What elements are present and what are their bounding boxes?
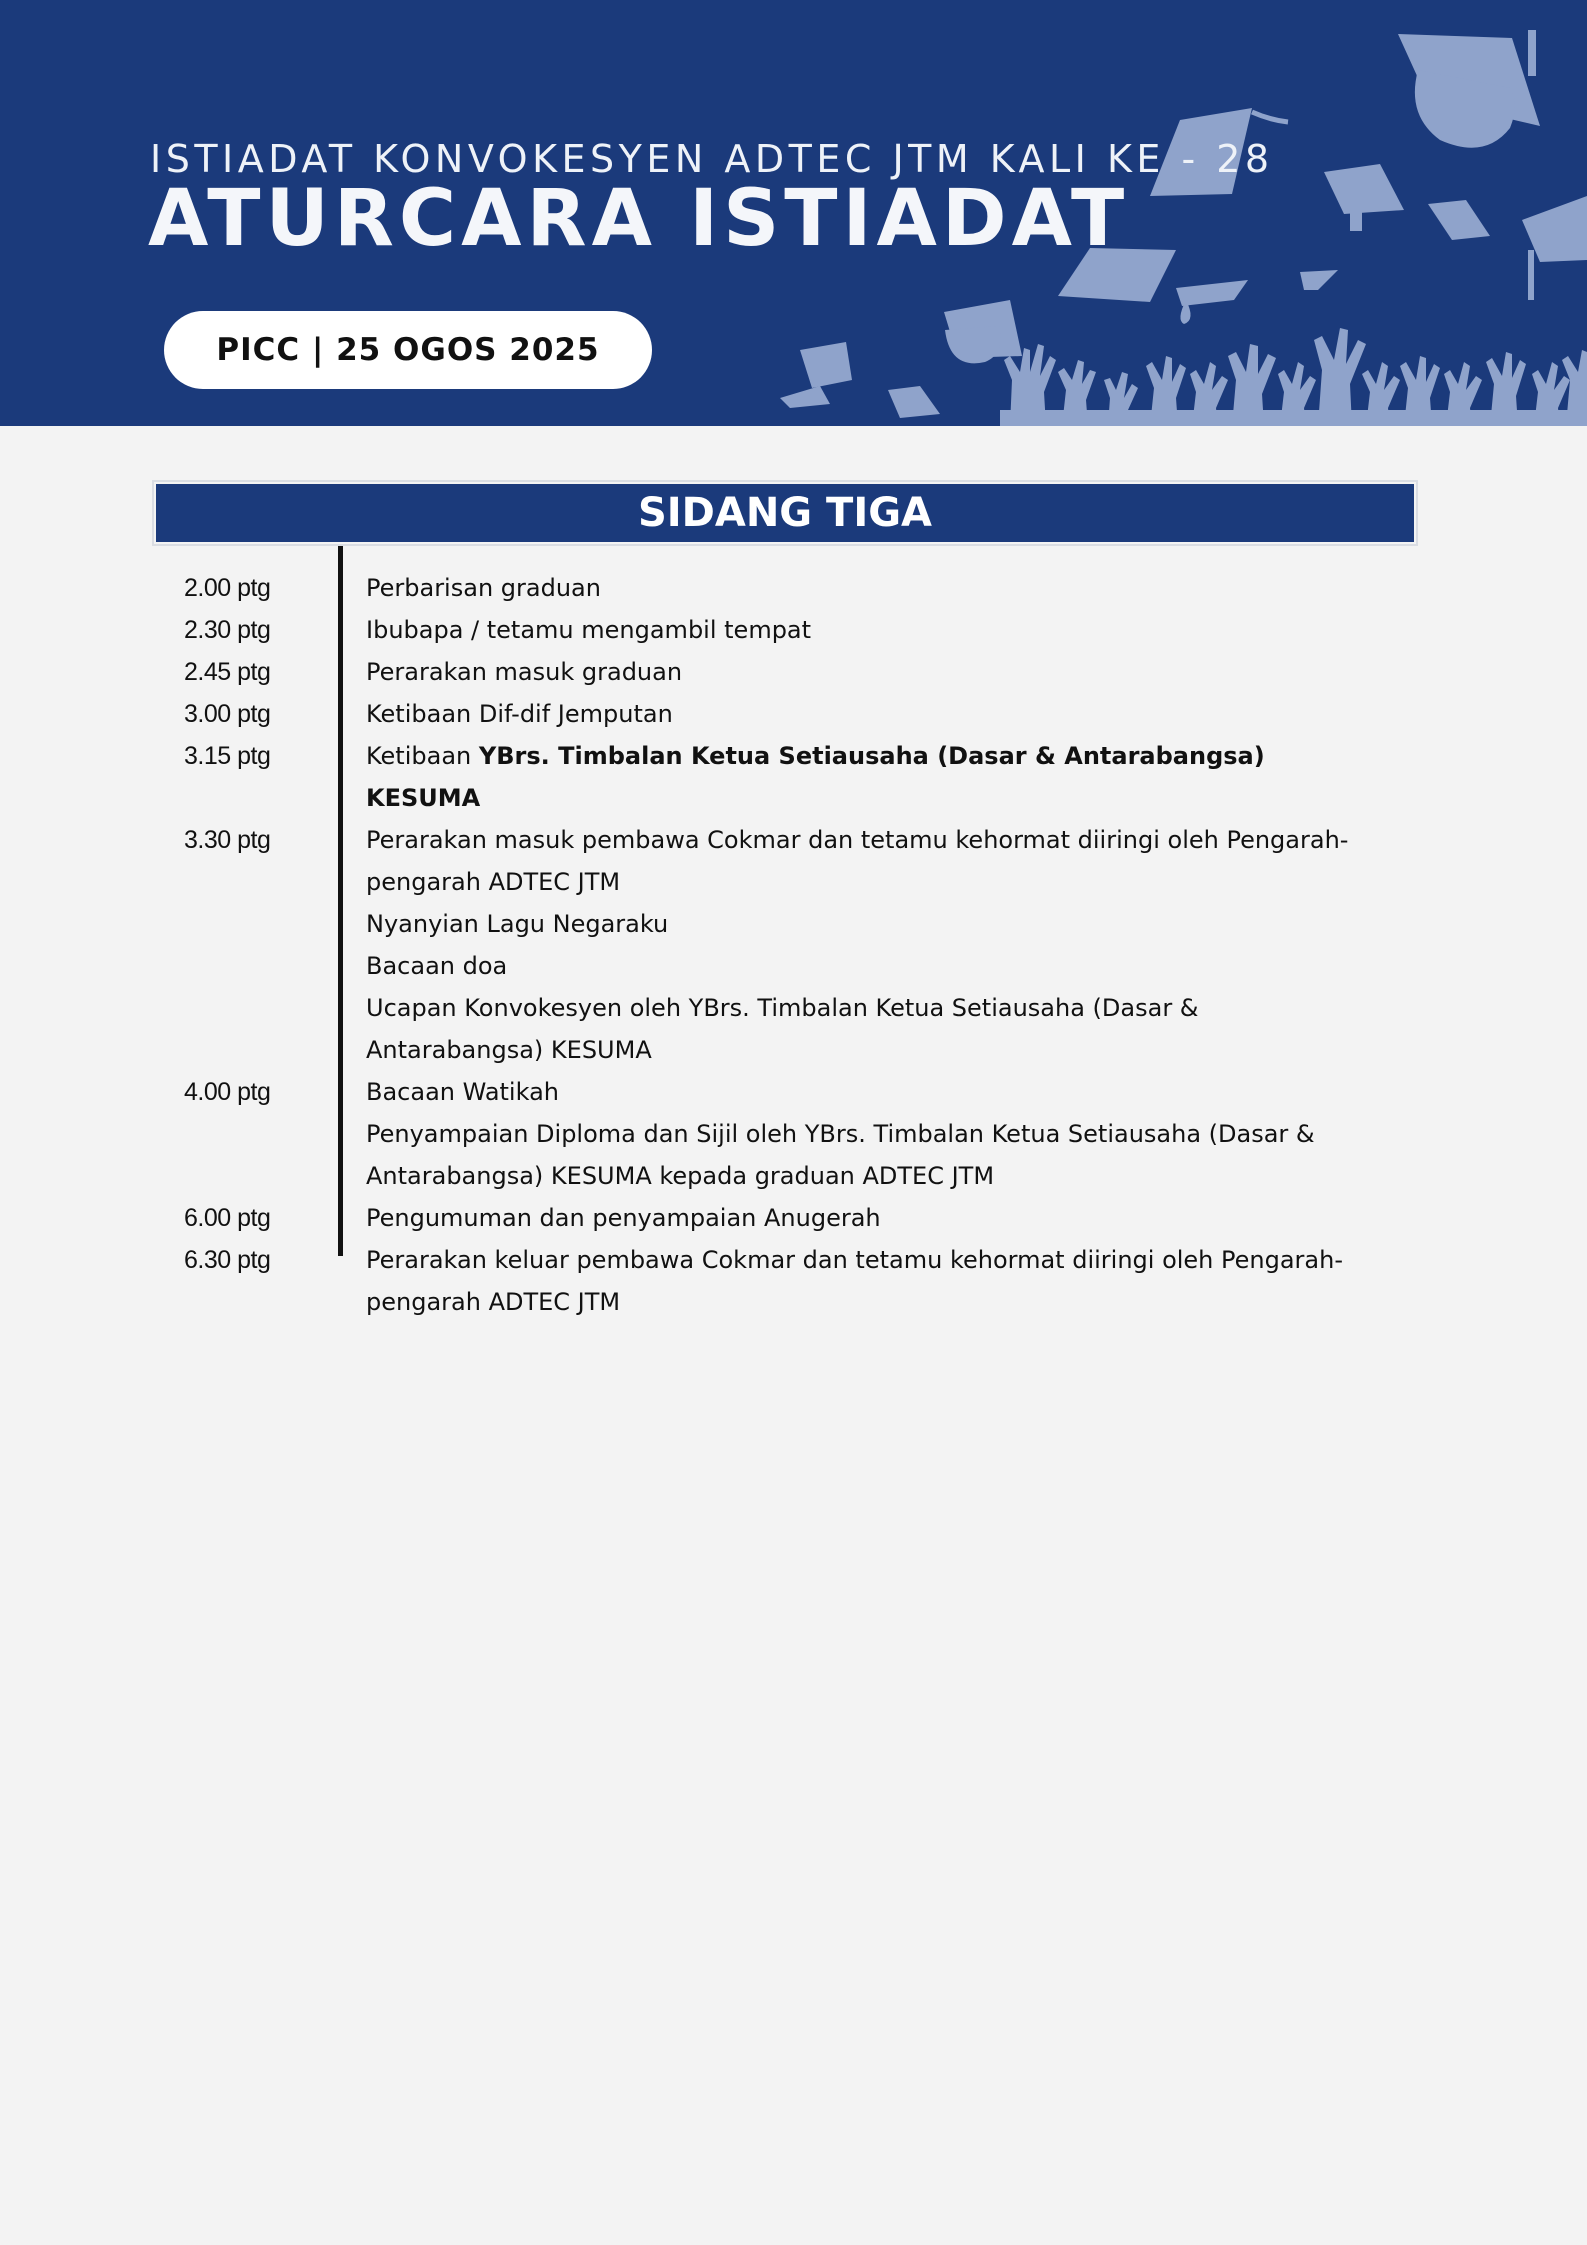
header-banner [0,0,1587,426]
schedule-item: Bacaan doa [366,952,508,980]
schedule-row [0,693,1587,735]
schedule-time: 3.15 ptg [184,742,271,770]
schedule-time: 6.30 ptg [184,1246,271,1274]
schedule-time: 2.00 ptg [184,574,271,602]
schedule-time: 2.45 ptg [184,658,271,686]
schedule-row [0,1071,1587,1113]
schedule-item: Perarakan masuk graduan [366,658,683,686]
schedule-time: 2.30 ptg [184,616,271,644]
schedule-item: Nyanyian Lagu Negaraku [366,910,669,938]
schedule-item-guest: YBrs. Timbalan Ketua Setiausaha (Dasar & Antarabangsa) KESUMA [366,742,1265,812]
schedule-list [0,567,1587,1323]
schedule-item: Pengumuman dan penyampaian Anugerah [366,1204,881,1232]
schedule-row [0,735,1587,819]
schedule-item: Bacaan Watikah [366,1078,559,1106]
schedule-item: Ketibaan Dif-dif Jemputan [366,700,673,728]
session-title: SIDANG TIGA [156,484,1414,542]
schedule-item: Perarakan masuk pembawa Cokmar dan tetamu kehormat diiringi oleh Pengarah-pengarah ADTEC JTM [366,826,1349,896]
schedule-row [0,987,1587,1071]
session-header [152,480,1418,546]
schedule-time: 4.00 ptg [184,1078,271,1106]
schedule-item-prefix: Ketibaan [366,742,479,770]
schedule-time: 3.00 ptg [184,700,271,728]
schedule-item [366,735,1376,819]
schedule-time: 6.00 ptg [184,1204,271,1232]
schedule-row [0,945,1587,987]
schedule-time: 3.30 ptg [184,826,271,854]
event-subtitle: ISTIADAT KONVOKESYEN ADTEC JTM KALI KE - 28 [150,137,1274,181]
schedule-row [0,651,1587,693]
schedule-item: Ibubapa / tetamu mengambil tempat [366,616,812,644]
schedule-row [0,819,1587,903]
schedule-item: Perarakan keluar pembawa Cokmar dan tetamu kehormat diiringi oleh Pengarah-pengarah ADTEC JTM [366,1246,1344,1316]
schedule-item: Penyampaian Diploma dan Sijil oleh YBrs. Timbalan Ketua Setiausaha (Dasar & Antarabangsa) KESUMA kepada graduan ADTEC JTM [366,1120,1315,1190]
page-title: ATURCARA ISTIADAT [148,174,1130,264]
venue-date-badge: PICC | 25 OGOS 2025 [164,311,652,389]
schedule-row [0,1197,1587,1239]
schedule-row [0,567,1587,609]
schedule-row [0,903,1587,945]
schedule-row [0,1239,1587,1323]
schedule-row [0,1113,1587,1197]
schedule-item: Perbarisan graduan [366,574,601,602]
schedule-row [0,609,1587,651]
schedule-item: Ucapan Konvokesyen oleh YBrs. Timbalan Ketua Setiausaha (Dasar & Antarabangsa) KESUMA [366,994,1199,1064]
